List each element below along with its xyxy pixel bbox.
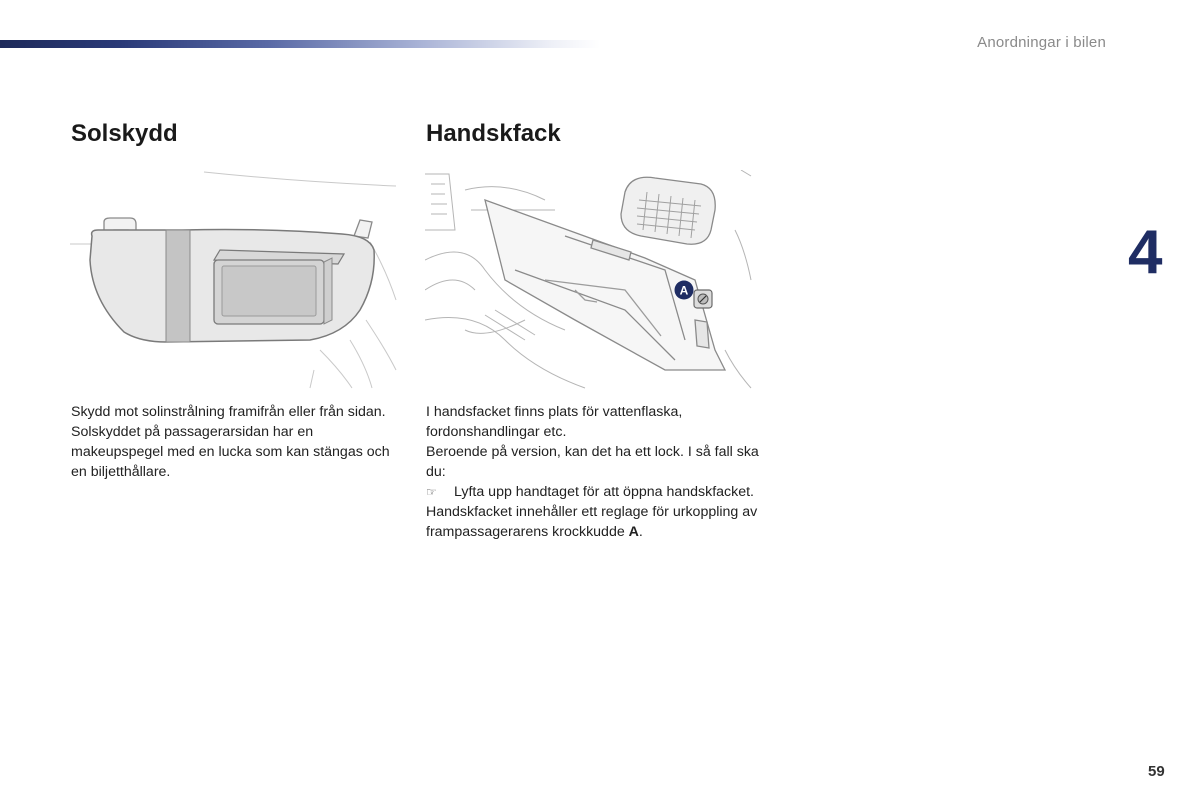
sun-visor-illustration xyxy=(70,170,398,390)
sun-visor-text xyxy=(71,402,401,482)
glovebox-paragraph-1: I handsfacket finns plats för vattenflaska, fordonshandlingar etc. xyxy=(426,404,683,440)
chapter-number: 4 xyxy=(1128,218,1163,287)
visor-band xyxy=(166,230,190,342)
air-vent xyxy=(621,177,715,244)
sun-visor-paragraph-2: Solskyddet på passagerarsidan har en makeupspegel med en lucka som kan stängas och en biljetthållare. xyxy=(71,424,390,480)
airbag-text: Handskfacket innehåller ett reglage för urkoppling av frampassagerarens krockkudde xyxy=(426,504,758,540)
callout-a-label: A xyxy=(679,283,689,298)
glovebox-paragraph-3 xyxy=(426,502,766,542)
page-number: 59 xyxy=(1148,763,1165,780)
glovebox-illustration xyxy=(425,170,753,390)
header-section-title: Anordningar i bilen xyxy=(977,34,1106,51)
glovebox-text xyxy=(426,402,766,542)
airbag-callout-ref: A xyxy=(628,524,639,540)
makeup-mirror xyxy=(214,250,344,324)
airbag-text-end: . xyxy=(638,524,643,540)
airbag-switch xyxy=(694,290,712,308)
header-gradient-bar xyxy=(0,40,600,48)
glovebox-paragraph-2: Beroende på version, kan det ha ett lock. I så fall ska du: xyxy=(426,444,759,480)
pointing-hand-icon: ☞ xyxy=(426,485,437,499)
sun-visor-paragraph-1: Skydd mot solinstrålning framifrån eller från sidan. xyxy=(71,404,386,420)
glovebox-title: Handskfack xyxy=(426,120,561,147)
instruction-text: Lyfta upp handtaget för att öppna handskfacket. xyxy=(454,484,754,500)
instruction-bullet xyxy=(426,482,766,502)
sun-visor-title: Solskydd xyxy=(71,120,178,147)
